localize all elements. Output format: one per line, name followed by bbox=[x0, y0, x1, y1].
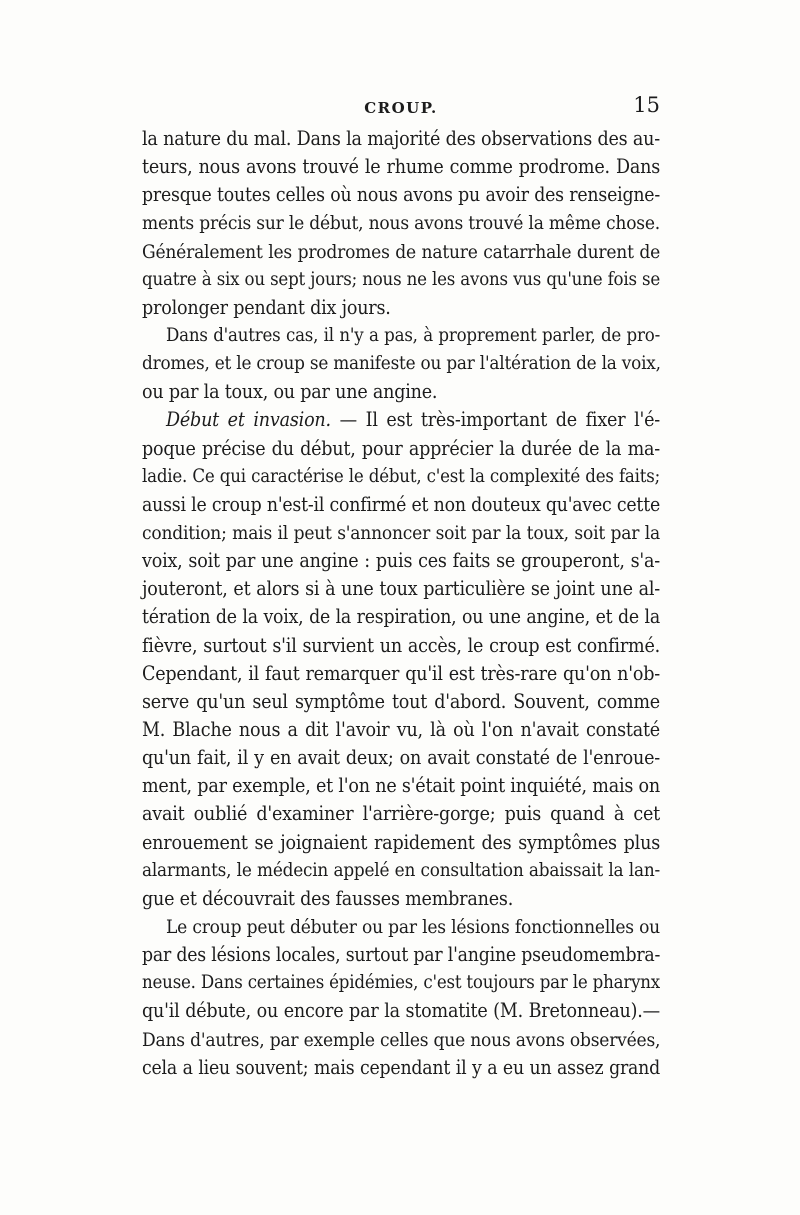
page-number: 15 bbox=[633, 93, 660, 117]
text-line: jouteront, et alors si à une toux particulière se joint une al- bbox=[142, 577, 660, 601]
text-line: Dans d'autres, par exemple celles que nous avons observées, bbox=[142, 1028, 661, 1051]
text-line: prolonger pendant dix jours. bbox=[142, 295, 391, 319]
text-line: teurs, nous avons trouvé le rhume comme prodrome. Dans bbox=[142, 155, 660, 179]
text-line: enrouement se joignaient rapidement des symptômes plus bbox=[142, 830, 660, 854]
text-line: aussi le croup n'est-il confirmé et non douteux qu'avec cette bbox=[142, 492, 660, 516]
text-line: par des lésions locales, surtout par l'angine pseudomembra- bbox=[142, 943, 661, 967]
text-line: Cependant, il faut remarquer qu'il est très-rare qu'on n'ob- bbox=[142, 661, 660, 685]
text-line: presque toutes celles où nous avons pu avoir des renseigne- bbox=[142, 183, 660, 207]
text-line: poque précise du début, pour apprécier la durée de la ma- bbox=[142, 436, 660, 460]
text-line: Le croup peut débuter ou par les lésions fonctionnelles ou bbox=[166, 915, 660, 938]
text-line-with-heading bbox=[142, 406, 660, 434]
text-line: ou par la toux, ou par une angine. bbox=[142, 380, 438, 404]
text-line: neuse. Dans certaines épidémies, c'est toujours par le pharynx bbox=[142, 972, 660, 994]
text-line: qu'un fait, il y en avait deux; on avait constaté de l'enroue- bbox=[142, 746, 660, 770]
text-line: fièvre, surtout s'il survient un accès, le croup est confirmé. bbox=[142, 633, 660, 657]
running-head bbox=[142, 93, 660, 121]
text-line: dromes, et le croup se manifeste ou par l'altération de la voix, bbox=[142, 353, 661, 375]
running-title: CROUP. bbox=[364, 99, 438, 117]
text-line: Dans d'autres cas, il n'y a pas, à proprement parler, de pro- bbox=[166, 324, 660, 346]
text-line: ments précis sur le début, nous avons trouvé la même chose. bbox=[142, 212, 660, 235]
text-line: ment, par exemple, et l'on ne s'était point inquiété, mais on bbox=[142, 774, 661, 798]
text-line: qu'il débute, ou encore par la stomatite (M. Bretonneau).— bbox=[142, 999, 660, 1023]
text-line: serve qu'un seul symptôme tout d'abord. Souvent, comme bbox=[142, 689, 660, 713]
text-line: gue et découvrait des fausses membranes. bbox=[142, 886, 514, 910]
text-line: quatre à six ou sept jours; nous ne les avons vus qu'une fois se bbox=[142, 268, 660, 290]
text-line: M. Blache nous a dit l'avoir vu, là où l'on n'avait constaté bbox=[142, 717, 660, 741]
text-line: avait oublié d'examiner l'arrière-gorge; puis quand à cet bbox=[142, 802, 660, 826]
text-run: — Il est très-important de fixer l'é- bbox=[330, 408, 660, 432]
text-line: voix, soit par une angine : puis ces faits se grouperont, s'a- bbox=[142, 549, 660, 573]
section-heading: Début et invasion. bbox=[166, 408, 331, 432]
text-line: Généralement les prodromes de nature catarrhale durent de bbox=[142, 240, 660, 263]
text-line: la nature du mal. Dans la majorité des observations des au- bbox=[142, 127, 660, 150]
text-line: condition; mais il peut s'annoncer soit par la toux, soit par la bbox=[142, 521, 660, 544]
text-line: ladie. Ce qui caractérise le début, c'est la complexité des faits; bbox=[142, 465, 660, 487]
body-text bbox=[142, 125, 660, 1082]
text-line: alarmants, le médecin appelé en consultation abaissait la lan- bbox=[142, 859, 660, 881]
text-line: tération de la voix, de la respiration, ou une angine, et de la bbox=[142, 605, 660, 629]
text-line: cela a lieu souvent; mais cependant il y a eu un assez grand bbox=[142, 1055, 660, 1079]
